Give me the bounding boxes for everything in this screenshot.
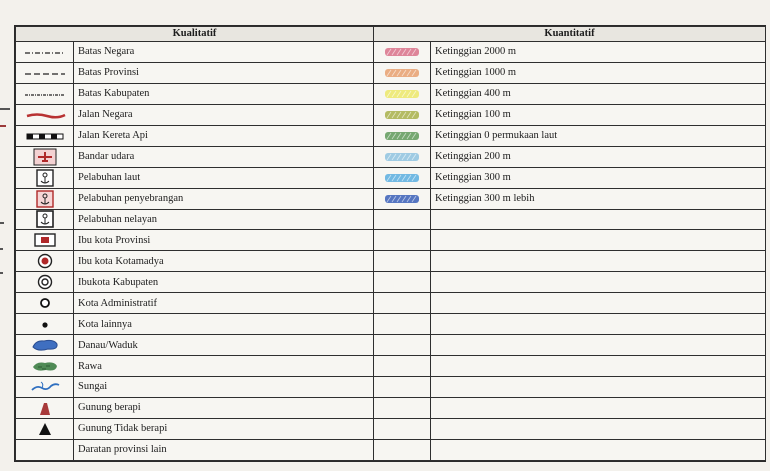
margin-mark bbox=[0, 108, 10, 110]
header-row bbox=[16, 27, 766, 42]
kualitatif-label: Bandar udara bbox=[74, 146, 374, 167]
legend-row bbox=[16, 230, 766, 251]
margin-mark bbox=[0, 125, 6, 127]
kualitatif-header: Kualitatif bbox=[16, 27, 374, 42]
other-province-land-icon bbox=[16, 439, 74, 460]
empty-cell bbox=[374, 314, 431, 335]
kualitatif-label: Batas Provinsi bbox=[74, 62, 374, 83]
legend-row bbox=[16, 335, 766, 356]
provincial-capital-icon bbox=[16, 230, 74, 251]
legend-row bbox=[16, 397, 766, 418]
kualitatif-label: Kota lainnya bbox=[74, 314, 374, 335]
elevation-swatch-icon bbox=[374, 104, 431, 125]
kuantitatif-label: Ketinggian 2000 m bbox=[431, 42, 766, 63]
empty-cell bbox=[374, 356, 431, 377]
kualitatif-label: Pelabuhan nelayan bbox=[74, 209, 374, 230]
volcano-icon bbox=[16, 397, 74, 418]
elevation-swatch-icon bbox=[374, 42, 431, 63]
elevation-swatch-icon bbox=[374, 188, 431, 209]
empty-cell bbox=[374, 397, 431, 418]
empty-cell bbox=[431, 293, 766, 314]
kuantitatif-label: Ketinggian 0 permukaan laut bbox=[431, 125, 766, 146]
margin-mark bbox=[0, 248, 3, 250]
empty-cell bbox=[431, 272, 766, 293]
kualitatif-label: Ibu kota Provinsi bbox=[74, 230, 374, 251]
regency-border-line-icon bbox=[16, 83, 74, 104]
railway-icon bbox=[16, 125, 74, 146]
elevation-swatch-icon bbox=[374, 62, 431, 83]
kualitatif-label: Batas Negara bbox=[74, 42, 374, 63]
other-city-icon bbox=[16, 314, 74, 335]
empty-cell bbox=[374, 335, 431, 356]
legend-row bbox=[16, 104, 766, 125]
legend-row bbox=[16, 42, 766, 63]
kuantitatif-label: Ketinggian 300 m lebih bbox=[431, 188, 766, 209]
legend-page bbox=[14, 25, 766, 462]
river-icon bbox=[16, 377, 74, 398]
national-border-line-icon bbox=[16, 42, 74, 63]
empty-cell bbox=[431, 439, 766, 460]
empty-cell bbox=[374, 377, 431, 398]
empty-cell bbox=[431, 377, 766, 398]
legend-row bbox=[16, 314, 766, 335]
elevation-swatch-icon bbox=[374, 83, 431, 104]
kuantitatif-label: Ketinggian 300 m bbox=[431, 167, 766, 188]
empty-cell bbox=[431, 397, 766, 418]
legend-table bbox=[15, 26, 766, 461]
municipal-capital-icon bbox=[16, 251, 74, 272]
swamp-icon bbox=[16, 356, 74, 377]
margin-mark bbox=[0, 222, 4, 224]
elevation-swatch-icon bbox=[374, 167, 431, 188]
kuantitatif-label: Ketinggian 1000 m bbox=[431, 62, 766, 83]
legend-row bbox=[16, 251, 766, 272]
kualitatif-label: Gunung Tidak berapi bbox=[74, 418, 374, 439]
kualitatif-label: Rawa bbox=[74, 356, 374, 377]
legend-row bbox=[16, 293, 766, 314]
mountain-icon bbox=[16, 418, 74, 439]
legend-row bbox=[16, 439, 766, 460]
legend-row bbox=[16, 167, 766, 188]
kualitatif-label: Pelabuhan laut bbox=[74, 167, 374, 188]
empty-cell bbox=[431, 418, 766, 439]
legend-row bbox=[16, 418, 766, 439]
legend-row bbox=[16, 83, 766, 104]
kualitatif-label: Gunung berapi bbox=[74, 397, 374, 418]
kualitatif-label: Batas Kabupaten bbox=[74, 83, 374, 104]
national-road-icon bbox=[16, 104, 74, 125]
kualitatif-label: Jalan Negara bbox=[74, 104, 374, 125]
legend-row bbox=[16, 146, 766, 167]
kualitatif-label: Pelabuhan penyebrangan bbox=[74, 188, 374, 209]
province-border-line-icon bbox=[16, 62, 74, 83]
kualitatif-label: Jalan Kereta Api bbox=[74, 125, 374, 146]
airport-icon bbox=[16, 146, 74, 167]
legend-row bbox=[16, 272, 766, 293]
kuantitatif-label: Ketinggian 100 m bbox=[431, 104, 766, 125]
administrative-city-icon bbox=[16, 293, 74, 314]
seaport-icon bbox=[16, 167, 74, 188]
empty-cell bbox=[431, 209, 766, 230]
kualitatif-label: Danau/Waduk bbox=[74, 335, 374, 356]
regency-capital-icon bbox=[16, 272, 74, 293]
kualitatif-label: Kota Administratif bbox=[74, 293, 374, 314]
empty-cell bbox=[374, 272, 431, 293]
fishing-port-icon bbox=[16, 209, 74, 230]
ferry-port-icon bbox=[16, 188, 74, 209]
kuantitatif-header: Kuantitatif bbox=[374, 27, 766, 42]
legend-row bbox=[16, 377, 766, 398]
elevation-swatch-icon bbox=[374, 125, 431, 146]
legend-row bbox=[16, 209, 766, 230]
empty-cell bbox=[374, 293, 431, 314]
empty-cell bbox=[374, 209, 431, 230]
empty-cell bbox=[374, 251, 431, 272]
empty-cell bbox=[374, 418, 431, 439]
empty-cell bbox=[431, 230, 766, 251]
empty-cell bbox=[431, 335, 766, 356]
kualitatif-label: Daratan provinsi lain bbox=[74, 439, 374, 460]
elevation-swatch-icon bbox=[374, 146, 431, 167]
kualitatif-label: Ibukota Kabupaten bbox=[74, 272, 374, 293]
kuantitatif-label: Ketinggian 400 m bbox=[431, 83, 766, 104]
empty-cell bbox=[431, 356, 766, 377]
kualitatif-label: Ibu kota Kotamadya bbox=[74, 251, 374, 272]
legend-row bbox=[16, 62, 766, 83]
kuantitatif-label: Ketinggian 200 m bbox=[431, 146, 766, 167]
lake-icon bbox=[16, 335, 74, 356]
empty-cell bbox=[374, 439, 431, 460]
kualitatif-label: Sungai bbox=[74, 377, 374, 398]
legend-row bbox=[16, 356, 766, 377]
legend-row bbox=[16, 125, 766, 146]
legend-row bbox=[16, 188, 766, 209]
empty-cell bbox=[431, 251, 766, 272]
empty-cell bbox=[431, 314, 766, 335]
margin-mark bbox=[0, 272, 3, 274]
empty-cell bbox=[374, 230, 431, 251]
